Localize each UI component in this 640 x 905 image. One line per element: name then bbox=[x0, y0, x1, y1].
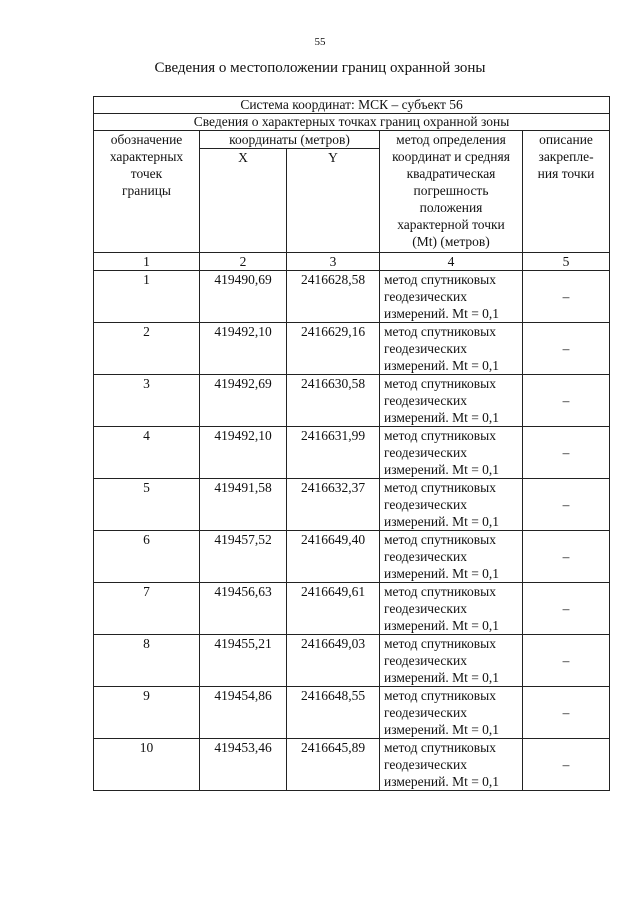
x-coordinate-cell: 419456,63 bbox=[200, 583, 287, 635]
header-line: характерной точки bbox=[397, 217, 505, 232]
description-cell: – bbox=[523, 635, 610, 687]
method-line: метод спутниковых bbox=[384, 636, 496, 651]
method-line: геодезических bbox=[384, 549, 467, 564]
x-coordinate-cell: 419455,21 bbox=[200, 635, 287, 687]
description-cell: – bbox=[523, 583, 610, 635]
y-coordinate-cell: 2416649,03 bbox=[287, 635, 380, 687]
method-cell bbox=[380, 479, 523, 531]
y-coordinate-cell: 2416645,89 bbox=[287, 739, 380, 791]
page-number: 55 bbox=[314, 36, 326, 48]
x-coordinate-cell: 419490,69 bbox=[200, 271, 287, 323]
method-line: измерений. Mt = 0,1 bbox=[384, 670, 500, 685]
method-line: геодезических bbox=[384, 705, 467, 720]
method-line: метод спутниковых bbox=[384, 740, 496, 755]
column-number: 5 bbox=[523, 253, 610, 271]
method-line: геодезических bbox=[384, 341, 467, 356]
column-number: 2 bbox=[200, 253, 287, 271]
method-line: метод спутниковых bbox=[384, 428, 496, 443]
header-line: квадратическая bbox=[406, 166, 496, 181]
description-cell: – bbox=[523, 531, 610, 583]
point-number-cell: 9 bbox=[94, 687, 200, 739]
x-coordinate-cell: 419492,10 bbox=[200, 427, 287, 479]
method-cell bbox=[380, 739, 523, 791]
x-coordinate-cell: 419491,58 bbox=[200, 479, 287, 531]
description-cell: – bbox=[523, 479, 610, 531]
header-line: точек bbox=[130, 166, 163, 181]
table-row bbox=[94, 635, 610, 687]
y-coordinate-cell: 2416630,58 bbox=[287, 375, 380, 427]
header-line: координат и средняя bbox=[392, 149, 510, 164]
method-line: измерений. Mt = 0,1 bbox=[384, 774, 500, 789]
description-cell: – bbox=[523, 323, 610, 375]
x-header: X bbox=[200, 149, 287, 253]
table-row bbox=[94, 687, 610, 739]
method-line: метод спутниковых bbox=[384, 532, 496, 547]
method-line: геодезических bbox=[384, 445, 467, 460]
coordinate-system-row bbox=[94, 97, 610, 114]
method-line: измерений. Mt = 0,1 bbox=[384, 618, 500, 633]
y-coordinate-cell: 2416649,61 bbox=[287, 583, 380, 635]
point-number-cell: 6 bbox=[94, 531, 200, 583]
point-number-cell: 7 bbox=[94, 583, 200, 635]
table-caption-row bbox=[94, 114, 610, 131]
header-line: погрешность bbox=[413, 183, 489, 198]
method-cell bbox=[380, 635, 523, 687]
method-line: измерений. Mt = 0,1 bbox=[384, 566, 500, 581]
method-line: геодезических bbox=[384, 601, 467, 616]
method-cell bbox=[380, 531, 523, 583]
description-header bbox=[523, 131, 610, 253]
point-number-cell: 8 bbox=[94, 635, 200, 687]
table-row bbox=[94, 479, 610, 531]
point-number-cell: 3 bbox=[94, 375, 200, 427]
y-coordinate-cell: 2416649,40 bbox=[287, 531, 380, 583]
column-number: 3 bbox=[287, 253, 380, 271]
header-line: описание bbox=[539, 132, 593, 147]
point-designation-header bbox=[94, 131, 200, 253]
x-coordinate-cell: 419453,46 bbox=[200, 739, 287, 791]
method-cell bbox=[380, 271, 523, 323]
table-caption-cell: Сведения о характерных точках границ охранной зоны bbox=[94, 114, 610, 131]
column-numbers-row bbox=[94, 253, 610, 271]
table-row bbox=[94, 271, 610, 323]
method-line: метод спутниковых bbox=[384, 376, 496, 391]
point-number-cell: 5 bbox=[94, 479, 200, 531]
point-number-cell: 10 bbox=[94, 739, 200, 791]
description-cell: – bbox=[523, 687, 610, 739]
y-header: Y bbox=[287, 149, 380, 253]
header-line: ния точки bbox=[537, 166, 595, 181]
x-coordinate-cell: 419454,86 bbox=[200, 687, 287, 739]
header-line: метод определения bbox=[396, 132, 506, 147]
method-cell bbox=[380, 375, 523, 427]
table-row bbox=[94, 427, 610, 479]
header-line: (Mt) (метров) bbox=[412, 234, 490, 249]
method-line: геодезических bbox=[384, 497, 467, 512]
x-coordinate-cell: 419492,69 bbox=[200, 375, 287, 427]
table-row bbox=[94, 583, 610, 635]
column-number: 1 bbox=[94, 253, 200, 271]
method-line: геодезических bbox=[384, 289, 467, 304]
coordinates-table bbox=[93, 96, 610, 791]
method-line: метод спутниковых bbox=[384, 584, 496, 599]
method-cell bbox=[380, 687, 523, 739]
method-line: геодезических bbox=[384, 393, 467, 408]
header-line: границы bbox=[121, 183, 172, 198]
method-line: измерений. Mt = 0,1 bbox=[384, 306, 500, 321]
x-coordinate-cell: 419457,52 bbox=[200, 531, 287, 583]
method-line: геодезических bbox=[384, 757, 467, 772]
coordinates-header: координаты (метров) bbox=[200, 131, 380, 149]
method-cell bbox=[380, 583, 523, 635]
document-title: Сведения о местоположении границ охранной зоны bbox=[154, 60, 486, 76]
table-row bbox=[94, 375, 610, 427]
header-line: обозначение bbox=[110, 132, 183, 147]
method-line: измерений. Mt = 0,1 bbox=[384, 358, 500, 373]
method-header bbox=[380, 131, 523, 253]
header-row bbox=[94, 131, 610, 149]
y-coordinate-cell: 2416632,37 bbox=[287, 479, 380, 531]
method-line: метод спутниковых bbox=[384, 272, 496, 287]
description-cell: – bbox=[523, 375, 610, 427]
description-cell: – bbox=[523, 427, 610, 479]
point-number-cell: 2 bbox=[94, 323, 200, 375]
method-line: метод спутниковых bbox=[384, 324, 496, 339]
table-row bbox=[94, 531, 610, 583]
method-line: измерений. Mt = 0,1 bbox=[384, 514, 500, 529]
y-coordinate-cell: 2416648,55 bbox=[287, 687, 380, 739]
method-line: измерений. Mt = 0,1 bbox=[384, 410, 500, 425]
description-cell: – bbox=[523, 739, 610, 791]
method-line: измерений. Mt = 0,1 bbox=[384, 462, 500, 477]
header-line: закрепле- bbox=[538, 149, 594, 164]
coordinate-system-cell: Система координат: МСК – субъект 56 bbox=[94, 97, 610, 114]
header-line: характерных bbox=[109, 149, 184, 164]
y-coordinate-cell: 2416629,16 bbox=[287, 323, 380, 375]
point-number-cell: 4 bbox=[94, 427, 200, 479]
table-row bbox=[94, 739, 610, 791]
method-cell bbox=[380, 427, 523, 479]
y-coordinate-cell: 2416628,58 bbox=[287, 271, 380, 323]
y-coordinate-cell: 2416631,99 bbox=[287, 427, 380, 479]
column-number: 4 bbox=[380, 253, 523, 271]
method-line: метод спутниковых bbox=[384, 480, 496, 495]
method-line: геодезических bbox=[384, 653, 467, 668]
x-coordinate-cell: 419492,10 bbox=[200, 323, 287, 375]
table-row bbox=[94, 323, 610, 375]
point-number-cell: 1 bbox=[94, 271, 200, 323]
header-line: положения bbox=[419, 200, 483, 215]
method-line: метод спутниковых bbox=[384, 688, 496, 703]
description-cell: – bbox=[523, 271, 610, 323]
method-cell bbox=[380, 323, 523, 375]
method-line: измерений. Mt = 0,1 bbox=[384, 722, 500, 737]
